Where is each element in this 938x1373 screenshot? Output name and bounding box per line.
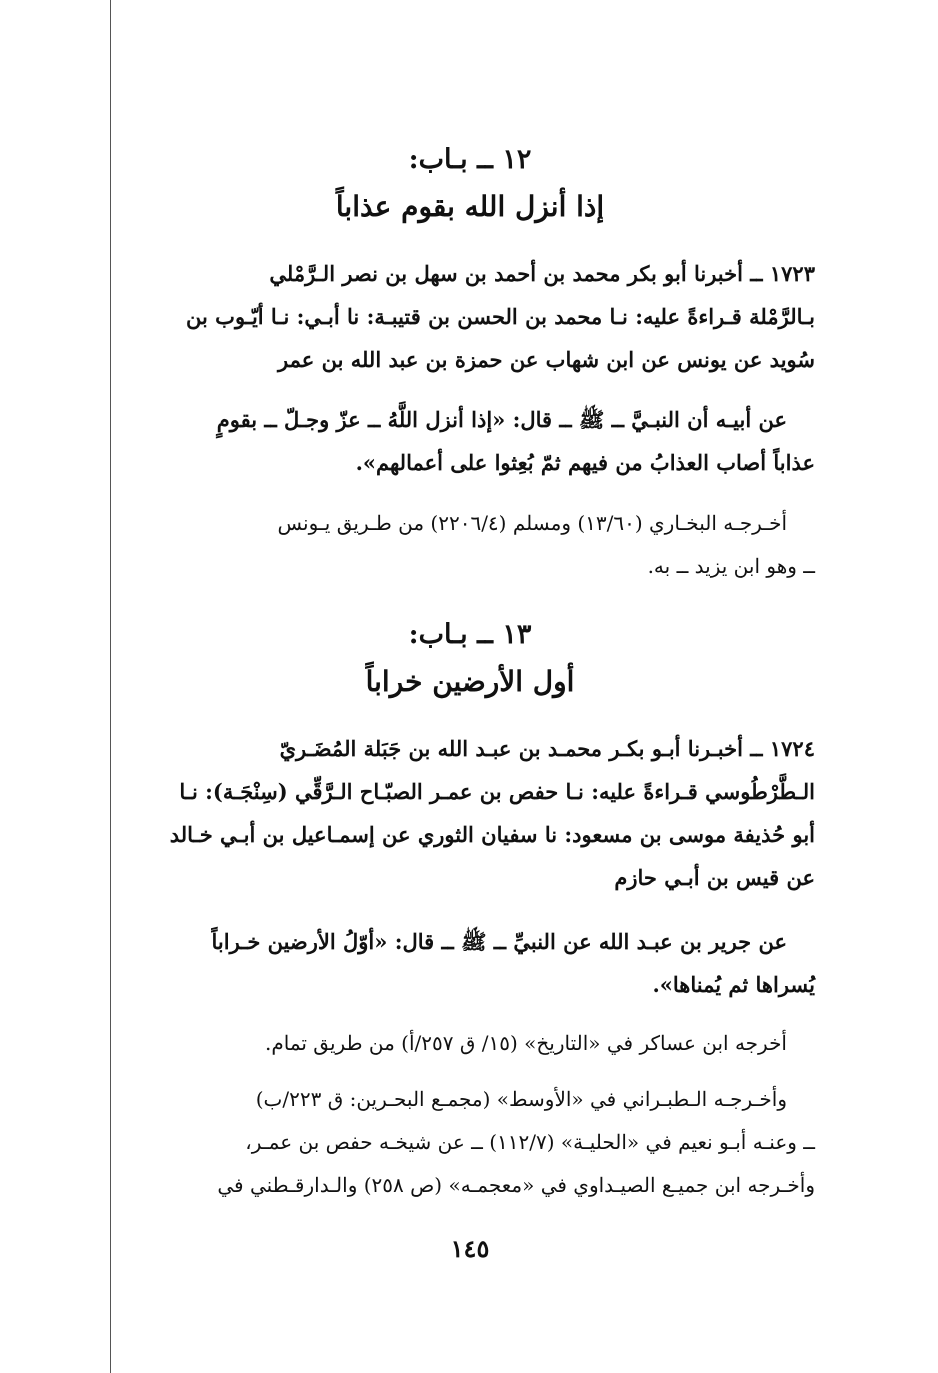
chapter-13-title: أول الأرضين خراباً <box>365 665 575 698</box>
hadith-1724-takhrij-line: ــ وعنـه أبـو نعيم في «الحليـة» (١١٢/٧) ــ عن شيخـه حفص بن عمـر، <box>245 1130 815 1154</box>
hadith-1723-isnad-line: سُويد عن يونس عن ابن شهاب عن حمزة بن عبد الله بن عمر <box>278 347 815 372</box>
hadith-1724-matn-line: يُسراها ثم يُمناها». <box>652 972 815 997</box>
hadith-1724-takhrij-2 <box>125 1078 815 1207</box>
chapter-13-heading <box>125 615 815 703</box>
chapter-12-heading <box>125 140 815 228</box>
page-number: ١٤٥ <box>450 1234 490 1263</box>
hadith-1724-takhrij-line: وأخـرجه ابن جميـع الصيـداوي في «معجمـه» (ص ٢٥٨) والـدارقـطني في <box>217 1173 815 1197</box>
hadith-1724-isnad <box>125 727 815 899</box>
chapter-12-number: ١٢ ــ بـاب: <box>408 144 532 175</box>
hadith-1723-matn <box>125 398 815 484</box>
chapter-12-title: إذا أنزل الله بقوم عذاباً <box>335 190 605 223</box>
hadith-1723-isnad-line: بـالرَّمْلة قـراءةً عليه: نـا محمد بن الحسن بن قتيبـة: نا أبـي: نـا أيّـوب بن <box>186 304 815 329</box>
hadith-1724-isnad-line: عن قيس بن أبـي حازم <box>614 865 815 890</box>
hadith-1724-takhrij-1 <box>125 1022 815 1065</box>
hadith-1724-isnad-line: ١٧٢٤ ــ أخبـرنا أبـو بكـر محمـد بن عبـد الله بن جَبَلة المُضَـريّ <box>279 736 815 761</box>
hadith-1724-matn-line: عن جرير بن عبـد الله عن النبيِّ ــ ﷺ ــ قال: «أوّلُ الأرضين خـراباً <box>211 929 787 954</box>
hadith-1724-takhrij-line: وأخـرجـه الـطبـراني في «الأوسط» (مجمـع البحـرين: ق ٢٢٣/ب) <box>255 1087 787 1111</box>
hadith-1723-takhrij-line: ــ وهو ابن يزيد ــ به. <box>647 554 815 578</box>
hadith-1723-takhrij-line: أخـرجـه البخـاري (١٣/٦٠) ومسلم (٢٢٠٦/٤) من طـريق يـونس <box>277 511 787 535</box>
hadith-1724-isnad-line: الـطَّرْطُوسي قـراءةً عليه: نـا حفص بن عمـر الصبّـاح الـرَّقِّي (سِنْجَـة): نـا <box>179 779 815 804</box>
hadith-1723-takhrij <box>125 502 815 588</box>
chapter-13-number: ١٣ ــ بـاب: <box>408 619 532 650</box>
hadith-1723-isnad-line: ١٧٢٣ ــ أخبرنا أبو بكر محمد بن أحمد بن سهل بن نصر الـرَّمْلي <box>269 261 815 286</box>
book-page <box>125 0 815 1373</box>
margin-rule <box>110 0 111 1373</box>
hadith-1723-matn-line: عذاباً أصاب العذابُ من فيهم ثمّ بُعِثوا على أعمالهم». <box>355 450 815 475</box>
hadith-1724-isnad-line: أبو حُذيفة موسى بن مسعود: نا سفيان الثوري عن إسمـاعيل بن أبـي خـالد <box>169 822 815 847</box>
hadith-1724-matn <box>125 920 815 1006</box>
hadith-1724-takhrij-line: أخرجه ابن عساكر في «التاريخ» (١٥/ ق ٢٥٧/أ) من طريق تمام. <box>264 1031 787 1055</box>
hadith-1723-matn-line: عن أبيـه أن النبـيَّ ــ ﷺ ــ قال: «إذا أنزل اللَّهُ ــ عزّ وجـلّ ــ بقومٍ <box>216 407 787 432</box>
hadith-1723-isnad <box>125 252 815 381</box>
